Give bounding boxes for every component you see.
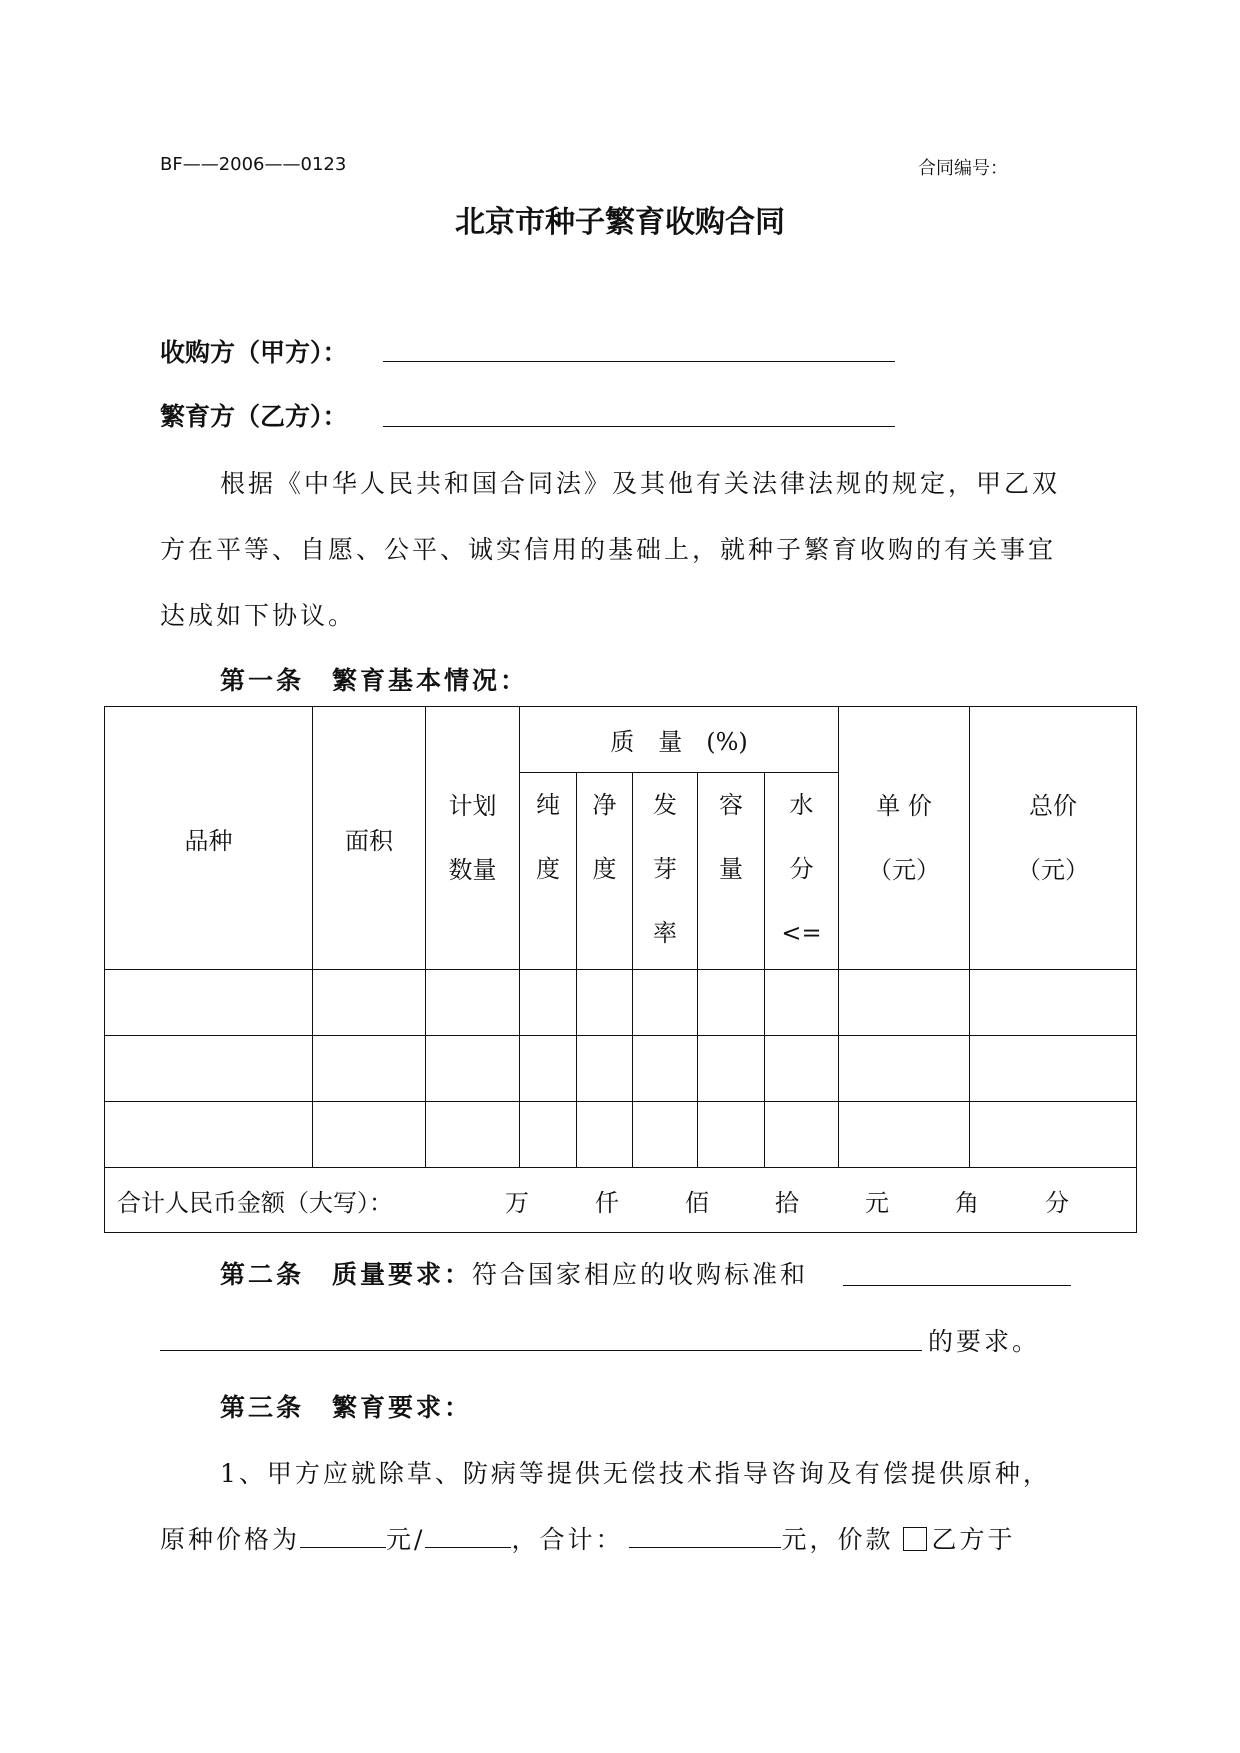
article-2-line — [220, 1255, 808, 1291]
form-code: BF——2006——0123 — [160, 154, 347, 175]
table-row[interactable] — [105, 1036, 1137, 1102]
article-2-heading: 第二条 质量要求： — [220, 1260, 473, 1289]
unit-shi: 拾 — [775, 1188, 799, 1217]
article-3-heading: 第三条 繁育要求： — [220, 1393, 473, 1422]
unit-qian: 仟 — [595, 1188, 619, 1217]
col-germination-rate: 发 芽 率 — [633, 773, 698, 970]
preamble-line-3: 达成如下协议。 — [160, 601, 357, 630]
col-purity: 纯 度 — [520, 773, 577, 970]
seed-price-field[interactable] — [300, 1523, 386, 1548]
unit-bai: 佰 — [685, 1188, 709, 1217]
breeder-name-field[interactable] — [383, 426, 895, 427]
article-2-tail: 的要求。 — [928, 1327, 1041, 1356]
col-total-price: 总价 （元） — [970, 707, 1137, 970]
unit-jiao: 角 — [955, 1188, 979, 1217]
standard-field-continued[interactable] — [160, 1350, 922, 1351]
col-variety: 品种 — [105, 707, 313, 970]
buyer-label: 收购方（甲方）： — [160, 338, 348, 367]
col-quality-group: 质 量 (%) — [520, 707, 839, 773]
contract-number-label: 合同编号： — [918, 158, 1008, 179]
standard-field[interactable] — [843, 1285, 1071, 1286]
article-1-heading: 第一条 繁育基本情况： — [220, 666, 529, 695]
seed-total-field[interactable] — [629, 1523, 781, 1548]
article-3-item-1-line-1: 1、甲方应就除草、防病等提供无偿技术指导咨询及有偿提供原种， — [220, 1459, 1051, 1488]
total-amount-label: 合计人民币金额（大写）： — [117, 1188, 393, 1217]
unit-wan: 万 — [505, 1188, 529, 1217]
buyer-name-field[interactable] — [383, 361, 895, 362]
unit-fen: 分 — [1045, 1188, 1069, 1217]
table-row[interactable] — [105, 970, 1137, 1036]
col-planned-quantity: 计划 数量 — [426, 707, 520, 970]
preamble-line-2: 方在平等、自愿、公平、诚实信用的基础上，就种子繁育收购的有关事宜 — [160, 535, 1057, 564]
seed-unit-field[interactable] — [425, 1523, 511, 1548]
col-bulk-density: 容 量 — [698, 773, 765, 970]
col-cleanliness: 净 度 — [577, 773, 633, 970]
article-3-item-1-line-2: 原种价格为 元/ ，合计： 元，价款 乙方于 — [160, 1525, 1016, 1554]
col-moisture: 水 分 <= — [765, 773, 839, 970]
page-title: 北京市种子繁育收购合同 — [455, 205, 785, 240]
table-row[interactable] — [105, 1102, 1137, 1168]
breeder-label: 繁育方（乙方）： — [160, 402, 348, 431]
preamble-line-1: 根据《中华人民共和国合同法》及其他有关法律法规的规定，甲乙双 — [220, 469, 1061, 498]
col-unit-price: 单 价 （元） — [839, 707, 970, 970]
total-amount-row[interactable] — [105, 1168, 1137, 1233]
article-2-text: 符合国家相应的收购标准和 — [472, 1260, 809, 1289]
col-area: 面积 — [313, 707, 426, 970]
payment-checkbox[interactable] — [903, 1527, 927, 1551]
unit-yuan: 元 — [865, 1188, 889, 1217]
breeding-table — [104, 706, 1137, 1233]
